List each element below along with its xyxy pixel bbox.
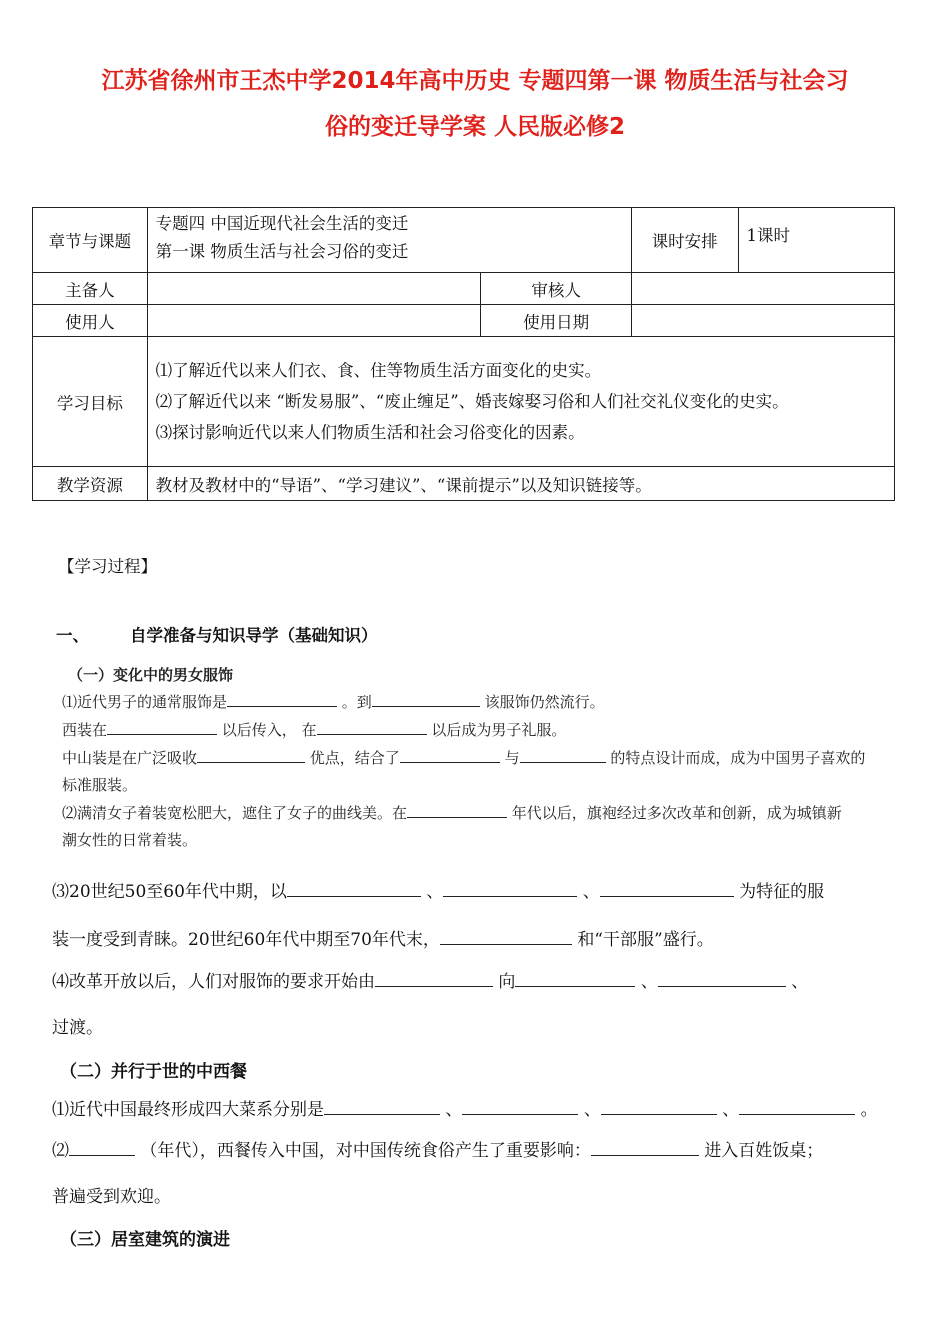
section3-heading: （三）居室建筑的演进 (60, 1230, 230, 1250)
user-label: 使用人 (33, 305, 148, 337)
chapter-value (147, 208, 631, 273)
date-label: 使用日期 (481, 305, 632, 337)
clothing-line5: ⑵满清女子着装宽松肥大，遮住了女子的曲线美。在 年代以后，旗袍经过多次改革和创新，成为城镇新 (62, 799, 902, 827)
document-title-line1: 江苏省徐州市王杰中学2014年高中历史 专题四第一课 物质生活与社会习 (101, 68, 849, 94)
date-value (631, 305, 894, 337)
document-title-line2: 俗的变迁导学案 人民版必修2 (324, 114, 625, 140)
part1-heading (56, 622, 378, 646)
clothing-line6: 潮女性的日常着装。 (62, 831, 198, 849)
preparer-value (147, 273, 481, 305)
clothing-line1: ⑴近代男子的通常服饰是 。到 该服饰仍然流行。 (62, 688, 902, 716)
clothing-line4: 标准服装。 (62, 776, 138, 794)
section2-heading: （二）并行于世的中西餐 (60, 1062, 247, 1082)
clothing-line3: 中山装是在广泛吸收 优点，结合了 与 的特点设计而成，成为中国男子喜欢的 (62, 744, 902, 772)
resources-label: 教学资源 (33, 467, 148, 501)
part1-title: 自学准备与知识导学（基础知识） (130, 626, 378, 645)
period-value: 1课时 (738, 208, 895, 273)
chapter-label: 章节与课题 (33, 208, 148, 273)
user-value (147, 305, 481, 337)
clothing-paragraph4: ⑷改革开放以后，人们对服饰的要求开始由 向 、 、 过渡。 (52, 966, 902, 1044)
process-heading: 【学习过程】 (58, 557, 157, 576)
goal-3: ⑶探讨影响近代以来人们物质生活和社会习俗变化的因素。 (155, 423, 585, 442)
clothing-paragraph3: ⑶20世纪50至60年代中期，以 、 、 为特征的服 装一度受到青睐。20世纪60年代中期至70年代末， 和“干部服”盛行。 (52, 876, 902, 956)
reviewer-value (631, 273, 894, 305)
period-label: 课时安排 (631, 208, 738, 273)
food-paragraph1: ⑴近代中国最终形成四大菜系分别是 、 、 、 。 (52, 1094, 902, 1126)
preparer-label: 主备人 (33, 273, 148, 305)
goals-label: 学习目标 (33, 337, 148, 467)
food-paragraph2: ⑵ （年代），西餐传入中国，对中国传统食俗产生了重要影响： 进入百姓饭桌； 普遍受到欢迎。 (52, 1135, 902, 1213)
part1-number: 一、 (56, 626, 89, 645)
goals-value (147, 337, 894, 467)
chapter-line1: 专题四 中国近现代社会生活的变迁 (155, 214, 409, 233)
clothing-line2: 西装在 以后传入， 在 以后成为男子礼服。 (62, 716, 902, 744)
clothing-section-scan (62, 662, 902, 854)
goal-2: ⑵了解近代以来 “断发易服”、“废止缠足”、婚丧嫁娶习俗和人们社交礼仪变化的史实。 (155, 392, 789, 411)
goal-1: ⑴了解近代以来人们衣、食、住等物质生活方面变化的史实。 (155, 361, 602, 380)
chapter-line2: 第一课 物质生活与社会习俗的变迁 (155, 242, 409, 261)
section1-heading: （一）变化中的男女服饰 (68, 666, 234, 684)
resources-value: 教材及教材中的“导语”、“学习建议”、“课前提示”以及知识链接等。 (147, 467, 894, 501)
lesson-info-table (32, 207, 895, 501)
reviewer-label: 审核人 (481, 273, 632, 305)
